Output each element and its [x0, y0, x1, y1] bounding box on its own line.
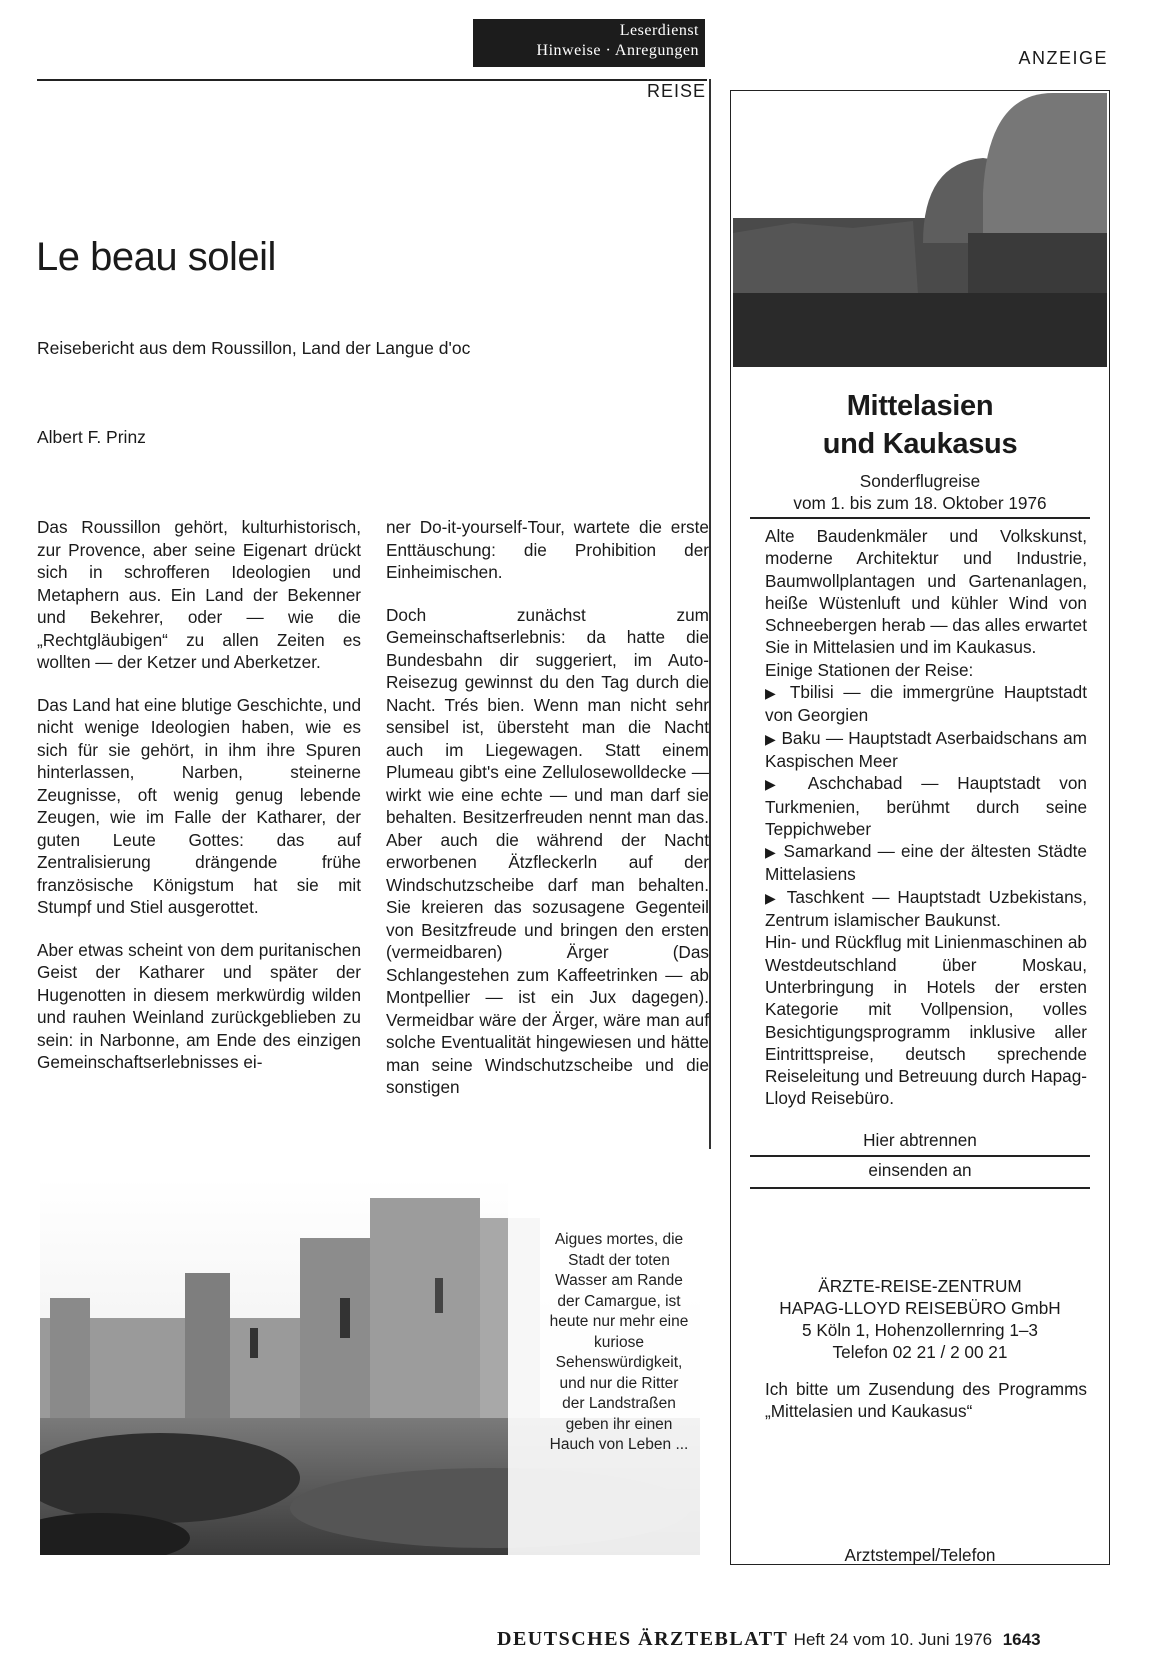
triangle-bullet-icon: ▶: [765, 776, 790, 793]
triangle-bullet-icon: ▶: [765, 685, 781, 702]
send-to-label: einsenden an: [868, 1160, 972, 1180]
photo-caption: Aigues mortes, die Stadt der toten Wasser am Rande der Camargue, ist heute nur mehr eine kuriose Sehenswürdigkeit, und nur die Ritter der Landstraßen geben ihr einen Hauch von Leben ...: [549, 1231, 689, 1453]
triangle-bullet-icon: ▶: [765, 844, 778, 861]
journal-masthead: DEUTSCHES ÄRZTEBLATT: [497, 1628, 789, 1650]
ad-station: [765, 772, 1087, 840]
station-text: Taschkent — Hauptstadt Uzbekistans, Zentrum islamischer Baukunst.: [765, 886, 1087, 931]
triangle-bullet-icon: ▶: [765, 889, 780, 906]
station-text: Samarkand — eine der ältesten Städte Mittelasiens: [765, 841, 1087, 885]
paragraph: ner Do-it-yourself-Tour, wartete die erste Enttäuschung: die Prohibition der Einheimischen.: [386, 517, 709, 582]
paragraph: Doch zunächst zum Gemeinschaftserlebnis: da hatte die Bundesbahn dir suggeriert, im Auto-Reisezug gewinnst du den Tag durch die Nacht. Trés bien. Wenn man nicht sehr sensibel ist, übersteht man die Nacht auch im Liegewagen. Statt einem Plumeau gibt's eine Zellulosewolldecke — wirkt wie eine echte — und man darf sie behalten. Besitzerfreuden nennt man das. Aber auch die während der Nacht erworbenen Ätzfleckerln auf der Windschutzscheibe darf man behalten. Sie kreieren das sozusagene Gegenteil von Besitzfreude und bringen den ersten (vermeidbaren) Ärger (Das Schlangestehen zum Kaffeetrinken — ab Montpellier — ist ein Jux dagegen). Vermeidbar wäre der Ärger, wäre man auf solche Eventualität hingewiesen und hätte man seine Windschutzscheibe und die sonstigen: [386, 604, 709, 1097]
ad-intro: Alte Baudenkmäler und Volkskunst, moderne Architektur und Industrie, Baumwollplantagen und Gartenanlagen, heiße Wüstenluft und kühler Wind von Schneebergen herab — das alles erwartet Sie in Mittelasien und im Kaukasus.: [765, 526, 1087, 658]
address-line: ÄRZTE-REISE-ZENTRUM: [818, 1276, 1022, 1296]
paragraph: Das Land hat eine blutige Geschichte, und nicht wenige Ideologien haben, wie es sich für sie gehört, in ihm ihre Spuren hinterlassen, Narben, steinerne Zeugnisse, oft wenig genug lebende Zeugen, wie im Falle der Katharer, der guten Leute Gottes: das auf Zentralisierung drängende frühe französische Königstum hat sie mit Stumpf und Stiel ausgerottet.: [37, 694, 361, 917]
station-text: Baku — Hauptstadt Aserbaidschans am Kaspischen Meer: [765, 727, 1087, 771]
address-line: 5 Köln 1, Hohenzollernring 1–3: [801, 1320, 1038, 1340]
cut-line: [750, 1155, 1090, 1157]
domes-photo: [733, 93, 1107, 367]
address-rule: [750, 1187, 1090, 1189]
paragraph: Das Roussillon gehört, kulturhistorisch, zur Provence, aber seine Eigenart drückt sich in schrofferen Ideologien und Metaphern aus. Ein Land der Bekenner und Bekehrer, oder — wie die „Rechtgläubigen“ zu allen Zeiten es wollten — der Ketzer und Aberketzer.: [37, 517, 361, 672]
ad-title: [730, 387, 1110, 463]
cut-here-label: Hier abtrennen: [863, 1130, 977, 1150]
triangle-bullet-icon: ▶: [765, 730, 777, 747]
page-number: 1643: [1002, 1630, 1041, 1649]
ad-stations-label: Einige Stationen der Reise:: [765, 659, 974, 680]
ad-rule: [750, 517, 1090, 519]
issue-info: Heft 24 vom 10. Juni 1976: [793, 1630, 993, 1649]
badge-line-2: Hinweise · Anregungen: [536, 42, 699, 59]
article-author: Albert F. Prinz: [37, 427, 146, 447]
section-label: REISE: [646, 81, 706, 101]
ad-body: [765, 525, 1087, 1110]
paragraph: Aber etwas scheint von dem puritanischen Geist der Katharer und später der Hugenotten in diesem merkwürdig wilden und rauhen Weinland zurückgeblieben zu sein: in Narbonne, am Ende des einzigen Gemeinschaftserlebnisses ei-: [37, 939, 361, 1072]
station-text: Tbilisi — die immergrüne Hauptstadt von Georgien: [765, 682, 1087, 726]
stamp-label: Arztstempel/Telefon: [844, 1545, 996, 1565]
ad-station: [765, 681, 1087, 727]
article-subtitle: Reisebericht aus dem Roussillon, Land der Langue d'oc: [37, 338, 471, 358]
request-text: Ich bitte um Zusendung des Programms „Mittelasien und Kaukasus“: [765, 1379, 1087, 1422]
ad-station: [765, 886, 1087, 932]
ad-dates: vom 1. bis zum 18. Oktober 1976: [793, 493, 1047, 513]
leserdienst-badge: [473, 19, 705, 67]
ad-station: [765, 727, 1087, 773]
article-column-2: [386, 516, 709, 1119]
ad-station: [765, 840, 1087, 886]
address-block: [730, 1275, 1110, 1363]
ad-title-line-1: Mittelasien: [846, 390, 994, 422]
station-text: Aschchabad — Hauptstadt von Turkmenien, berühmt durch seine Teppichweber: [765, 773, 1087, 839]
address-line: HAPAG-LLOYD REISEBÜRO GmbH: [779, 1298, 1061, 1318]
badge-line-1: Leserdienst: [619, 22, 699, 39]
article-title: Le beau soleil: [36, 235, 276, 279]
ad-subtitle: Sonderflugreise: [859, 471, 981, 491]
article-column-1: [37, 516, 361, 1094]
ad-details: Hin- und Rückflug mit Linienmaschinen ab Westdeutschland über Moskau, Unterbringung in Hotels der ersten Kategorie mit Vollpension, volles Besichtigungsprogramm inklusive aller Eintrittspreise, deutsch sprechende Reiseleitung und Betreuung durch Hapag-Lloyd Reisebüro.: [765, 932, 1087, 1109]
column-divider: [709, 79, 711, 1149]
ad-title-line-2: und Kaukasus: [822, 428, 1018, 460]
anzeige-label: ANZEIGE: [1018, 48, 1108, 68]
page-footer: [497, 1628, 1117, 1651]
address-line: Telefon 02 21 / 2 00 21: [832, 1342, 1008, 1362]
